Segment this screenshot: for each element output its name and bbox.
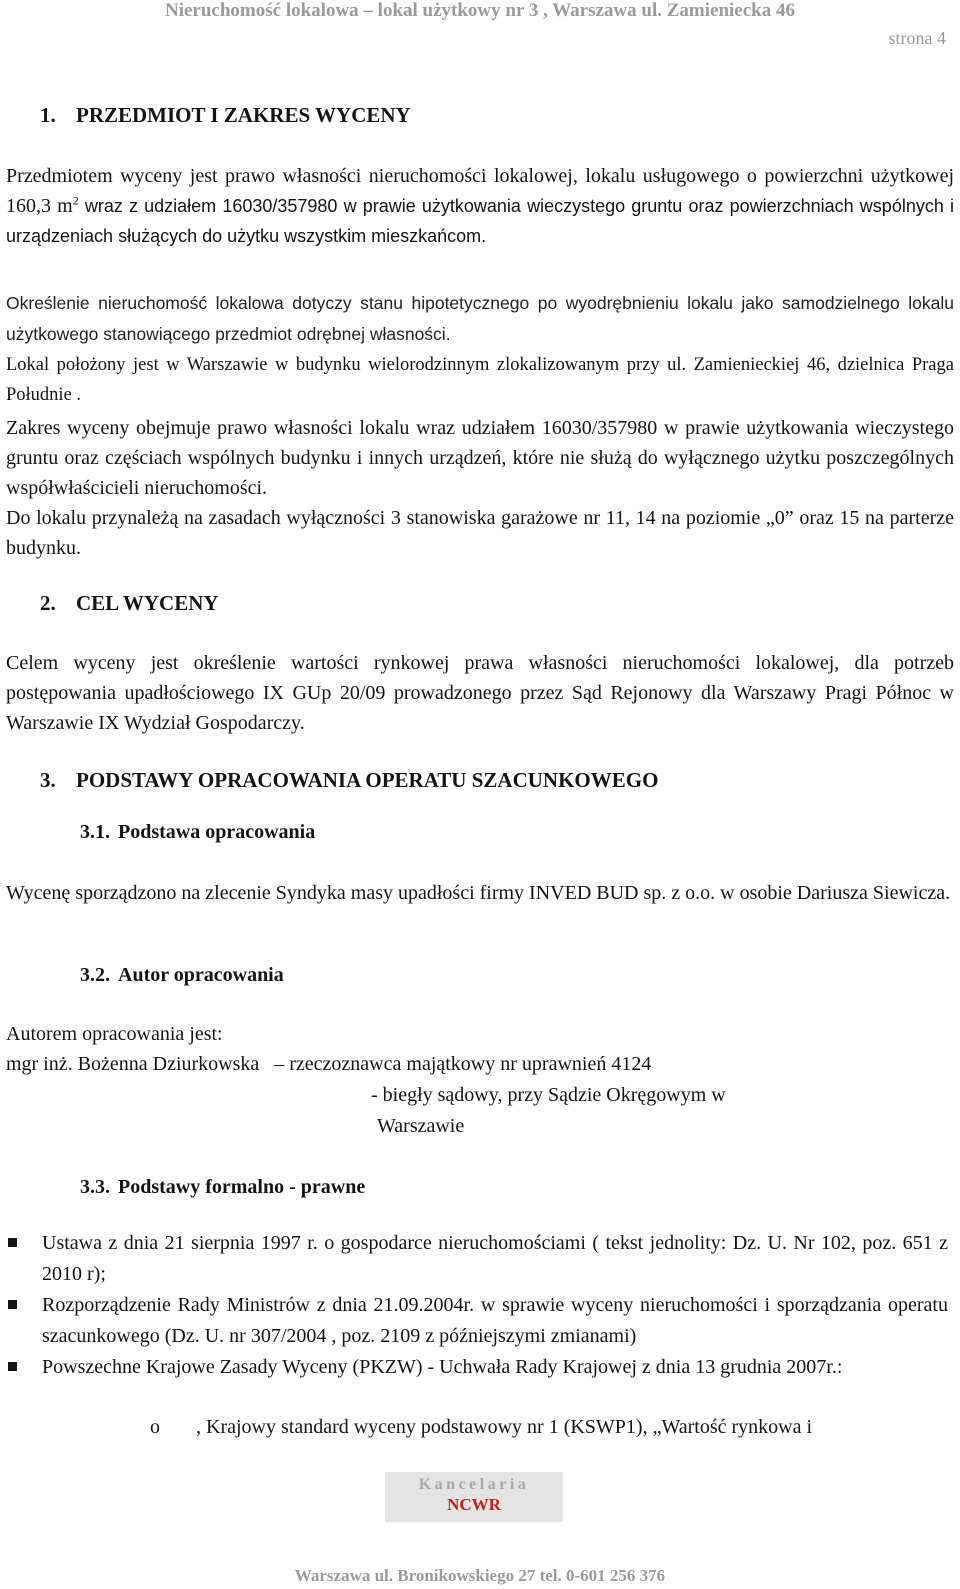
author-intro: Autorem opracowania jest: — [6, 1023, 223, 1045]
section-1-number: 1. — [40, 103, 56, 127]
list-item — [0, 1290, 948, 1352]
superscript: 2 — [72, 193, 79, 208]
page-number: strona 4 — [888, 28, 946, 48]
section-2-title: CEL WYCENY — [76, 591, 219, 615]
subsection-3-1-text: Wycenę sporządzono na zlecenie Syndyka masy upadłości firmy INVED BUD sp. z o.o. w osobie Dariusza Siewicza. — [6, 882, 951, 904]
section-2-paragraph: Celem wyceny jest określenie wartości rynkowej prawa własności nieruchomości lokalowej, dla potrzeb postępowania upadłościowego IX GUp 20/09 prowadzonego przez Sąd Rejonowy dla Warszawy Pragi Północ w Warszawie IX Wydział Gospodarczy. — [6, 652, 954, 734]
section-1-paragraph-scope: Zakres wyceny obejmuje prawo własności lokalu wraz udziałem 16030/357980 w prawie użytkowania wieczystego gruntu oraz częściach wspólnych budynku i innych urządzeń, które nie służą do wyłącznego użytku poszczególnych współwłaścicieli nieruchomości. — [6, 417, 954, 499]
section-1-heading — [40, 103, 411, 128]
list-item — [0, 1352, 948, 1383]
subsection-3-3-title: Podstawy formalno - prawne — [118, 1176, 366, 1198]
author-name-line: mgr inż. Bożenna Dziurkowska – rzeczoznawca majątkowy nr uprawnień 4124 — [6, 1053, 652, 1075]
page-footer: Warszawa ul. Bronikowskiego 27 tel. 0-601 256 376 — [294, 1566, 666, 1585]
section-2-heading — [40, 591, 219, 616]
section-1-paragraph-subject — [6, 161, 954, 251]
square-bullet-icon — [8, 1362, 17, 1371]
subsection-3-1-number: 3.1. — [80, 821, 110, 843]
section-2-number: 2. — [40, 591, 56, 615]
subsection-3-2-number: 3.2. — [80, 964, 110, 986]
section-1-title: PRZEDMIOT I ZAKRES WYCENY — [76, 103, 411, 127]
section-3-heading — [40, 768, 658, 793]
square-bullet-icon — [8, 1238, 17, 1247]
list-item-text: Powszechne Krajowe Zasady Wyceny (PKZW) - Uchwała Rady Krajowej z dnia 13 grudnia 2007r.: — [42, 1356, 843, 1378]
list-item — [0, 1228, 948, 1290]
section-1-paragraph-garages: Do lokalu przynależą na zasadach wyłączności 3 stanowiska garażowe nr 11, 14 na poziomie „0” oraz 15 na parterze budynku. — [6, 507, 954, 559]
author-court-line: - biegły sądowy, przy Sądzie Okręgowym w — [371, 1084, 726, 1106]
section-3-title: PODSTAWY OPRACOWANIA OPERATU SZACUNKOWEGO — [76, 768, 659, 792]
section-1-paragraph-definition: Określenie nieruchomość lokalowa dotyczy stanu hipotetycznego po wyodrębnieniu lokalu jako samodzielnego lokalu użytkowego stanowiącego przedmiot odrębnej własności. — [6, 293, 954, 344]
office-stamp — [385, 1472, 563, 1522]
subsection-3-2-heading — [80, 964, 284, 987]
subsection-3-1-title: Podstawa opracowania — [118, 821, 316, 843]
circle-bullet-icon: o — [150, 1416, 160, 1438]
subsection-3-1-heading — [80, 821, 315, 844]
subsection-3-3-number: 3.3. — [80, 1176, 110, 1198]
legal-basis-list — [0, 1228, 960, 1383]
section-3-number: 3. — [40, 768, 56, 792]
paragraph-text: wraz z udziałem 16030/357980 w prawie użytkowania wieczystego gruntu oraz powierzchniach wspólnych i urządzeniach służących do użytku wszystkim mieszkańcom. — [6, 196, 954, 246]
stamp-line-2: NCWR — [447, 1495, 501, 1514]
paragraph-text: Przedmiotem wyceny jest prawo własności nieruchomości lokalowej, lokalu usługowego o powierzchni użytkowej 160,3 m — [6, 165, 954, 217]
list-item-text: Rozporządzenie Rady Ministrów z dnia 21.09.2004r. w sprawie wyceny nieruchomości i sporządzania operatu szacunkowego (Dz. U. nr 307/2004 , poz. 2109 z późniejszymi zmianami) — [42, 1294, 948, 1347]
subsection-3-2-title: Autor opracowania — [118, 964, 284, 986]
section-1-paragraph-location: Lokal położony jest w Warszawie w budynku wielorodzinnym zlokalizowanym przy ul. Zamienieckiej 46, dzielnica Praga Południe . — [6, 355, 954, 405]
page-header: Nieruchomość lokalowa – lokal użytkowy nr 3 , Warszawa ul. Zamieniecka 46 — [164, 0, 795, 21]
sub-list-item-text: , Krajowy standard wyceny podstawowy nr 1 (KSWP1), „Wartość rynkowa i — [196, 1416, 813, 1438]
author-city-line: Warszawie — [377, 1115, 465, 1137]
list-item-text: Ustawa z dnia 21 sierpnia 1997 r. o gospodarce nieruchomościami ( tekst jednolity: Dz. U. Nr 102, poz. 651 z 2010 r); — [42, 1232, 948, 1285]
stamp-line-1: Kancelaria — [418, 1476, 530, 1493]
subsection-3-3-heading — [80, 1176, 365, 1199]
sub-list-item — [150, 1412, 946, 1442]
square-bullet-icon — [8, 1300, 17, 1309]
